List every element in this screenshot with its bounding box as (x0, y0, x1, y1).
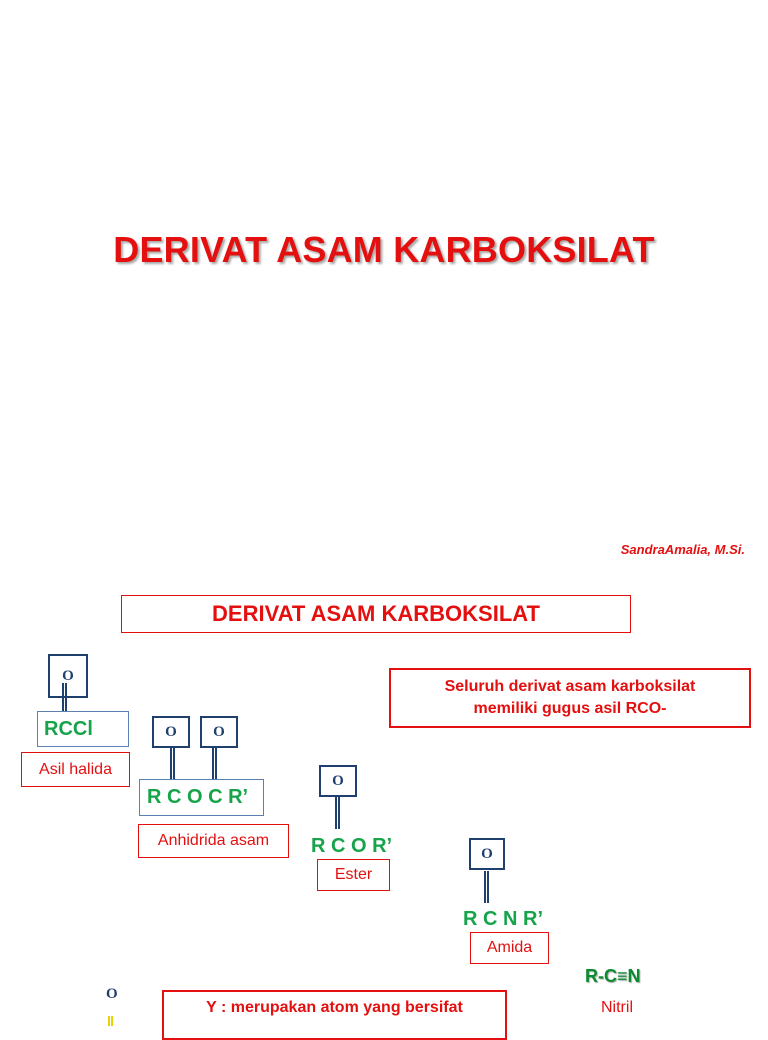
info-line-2: memiliki gugus asil RCO- (473, 700, 667, 717)
oxygen-box (200, 716, 238, 748)
name-box-anhidrida (138, 824, 289, 858)
oxygen-label: O (332, 772, 344, 789)
name-box-ester (317, 859, 390, 891)
oxygen-box (469, 838, 505, 870)
slide-title-box (121, 595, 631, 633)
oxygen-label: O (165, 723, 177, 740)
y-note-box (162, 990, 507, 1040)
name-anhidrida: Anhidrida asam (157, 832, 270, 849)
double-bond (108, 1016, 113, 1026)
slide-title: DERIVAT ASAM KARBOKSILAT (212, 601, 540, 626)
oxygen-box (48, 654, 88, 698)
double-bond (170, 748, 175, 780)
double-bond (484, 871, 489, 903)
formula-nitril: R-C≡N (585, 966, 641, 986)
formula-amida: R C N R’ (463, 908, 543, 930)
name-ester: Ester (334, 866, 373, 883)
oxygen-label: O (213, 723, 225, 740)
main-title: DERIVAT ASAM KARBOKSILAT (113, 229, 655, 270)
double-bond (212, 748, 217, 780)
info-line-1: Seluruh derivat asam karboksilat (444, 678, 696, 695)
oxygen-box (152, 716, 190, 748)
formula-anhidrida: R C O C R’ (147, 786, 249, 808)
formula-ester: R C O R’ (311, 835, 393, 857)
name-nitril: Nitril (601, 999, 633, 1016)
oxygen-label: O (106, 986, 118, 1002)
double-bond (62, 683, 67, 711)
y-note: Y : merupakan atom yang bersifat (206, 999, 463, 1016)
name-box-amida (470, 932, 549, 964)
info-box (389, 668, 751, 728)
name-box-asil-halida (21, 752, 130, 787)
name-amida: Amida (486, 939, 533, 956)
oxygen-label: O (481, 845, 493, 862)
double-bond (335, 797, 340, 829)
formula-asil-halida: RCCl (44, 718, 93, 740)
author-credit: SandraAmalia, M.Si. (620, 542, 745, 557)
name-asil-halida: Asil halida (39, 760, 112, 778)
oxygen-box (319, 765, 357, 797)
oxygen-label: O (62, 667, 74, 684)
